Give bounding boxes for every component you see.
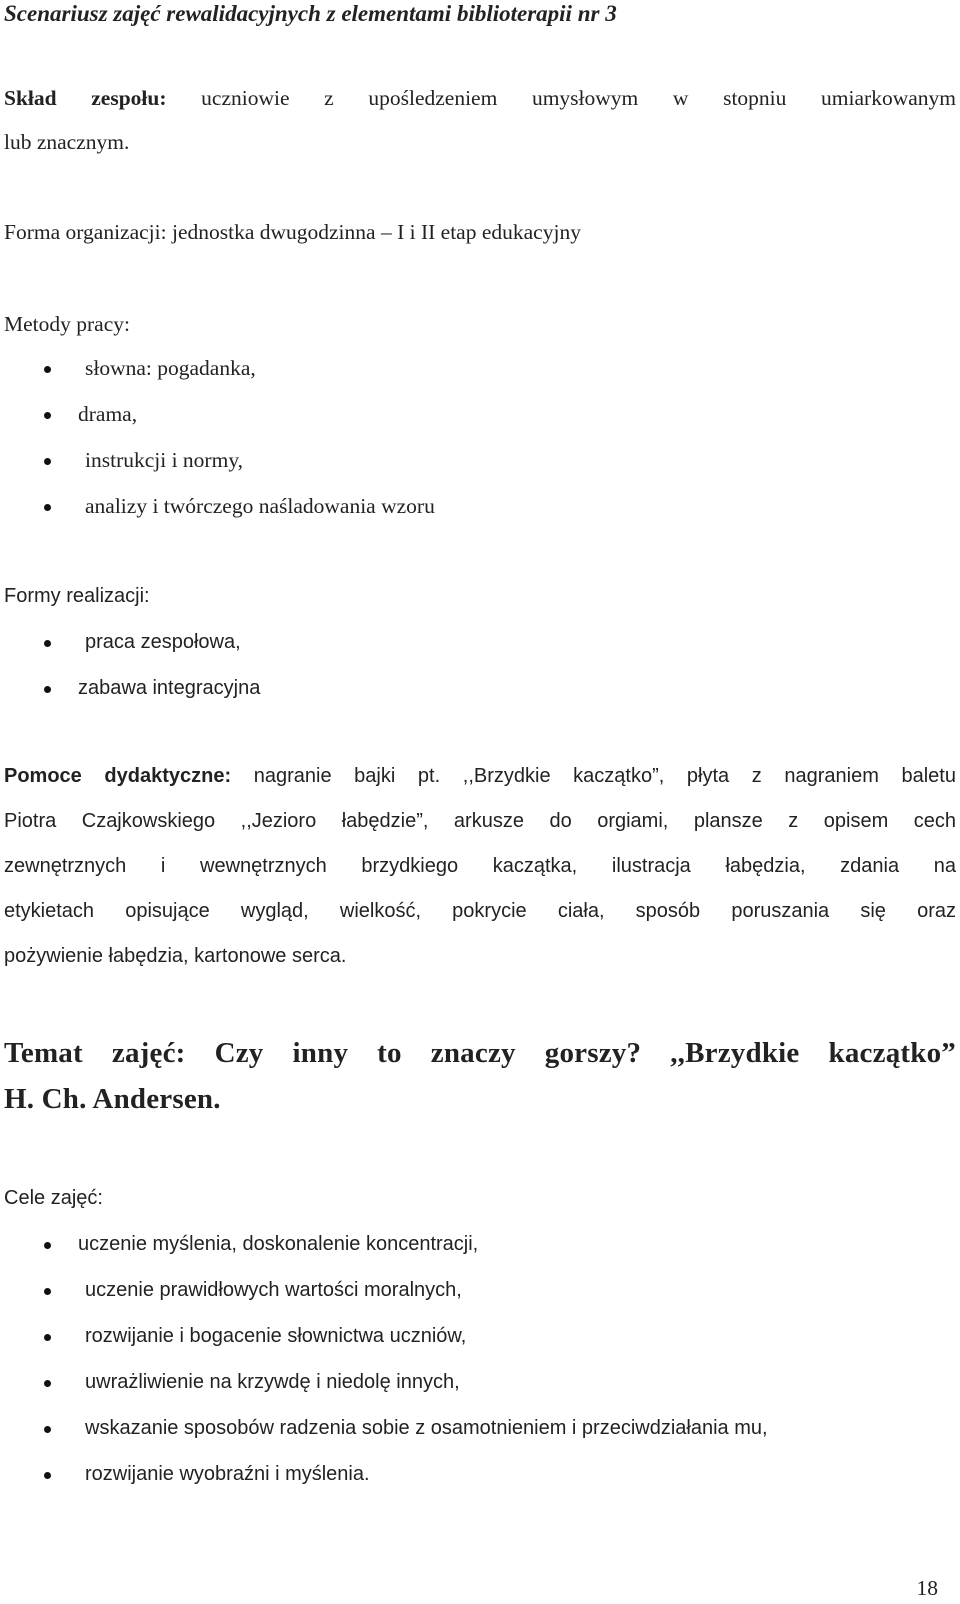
formy-heading: Formy realizacji:	[4, 585, 150, 607]
bullet-icon	[44, 640, 51, 647]
metody-item: drama,	[78, 402, 138, 426]
pomoce-text-line: Piotra Czajkowskiego ,,Jezioro łabędzie”, arkusze do orgiami, plansze z opisem cech	[4, 810, 956, 832]
pomoce-text-line: etykietach opisujące wygląd, wielkość, pokrycie ciała, sposób poruszania się oraz	[4, 900, 956, 922]
bullet-icon	[44, 1380, 51, 1387]
cele-item: uwrażliwienie na krzywdę i niedolę innych,	[85, 1371, 460, 1393]
cele-item: wskazanie sposobów radzenia sobie z osamotnieniem i przeciwdziałania mu,	[85, 1417, 768, 1439]
sklad-label: Skład zespołu:	[4, 86, 167, 110]
bullet-icon	[44, 412, 51, 419]
formy-item: praca zespołowa,	[85, 631, 241, 653]
cele-item: uczenie prawidłowych wartości moralnych,	[85, 1279, 462, 1301]
metody-item: słowna: pogadanka,	[85, 356, 256, 380]
bullet-icon	[44, 1426, 51, 1433]
pomoce-text: nagranie bajki pt. ,,Brzydkie kaczątko”, płyta z nagraniem baletu	[253, 765, 956, 787]
pomoce-label: Pomoce dydaktyczne:	[4, 765, 232, 787]
bullet-icon	[44, 366, 51, 373]
formy-item: zabawa integracyjna	[78, 677, 261, 699]
forma-organizacji: Forma organizacji: jednostka dwugodzinna – I i II etap edukacyjny	[4, 220, 581, 244]
cele-item: uczenie myślenia, doskonalenie koncentracji,	[78, 1233, 479, 1255]
bullet-icon	[44, 1334, 51, 1341]
metody-heading: Metody pracy:	[4, 312, 130, 336]
document-title: Scenariusz zajęć rewalidacyjnych z elementami biblioterapii nr 3	[4, 1, 617, 26]
pomoce-text-line: zewnętrznych i wewnętrznych brzydkiego kaczątka, ilustracja łabędzia, zdania na	[4, 855, 956, 877]
sklad-text-continued: lub znacznym.	[4, 130, 130, 154]
bullet-icon	[44, 504, 51, 511]
bullet-icon	[44, 686, 51, 693]
metody-item: analizy i twórczego naśladowania wzoru	[85, 494, 435, 518]
cele-item: rozwijanie i bogacenie słownictwa uczniów,	[85, 1325, 467, 1347]
pomoce-line	[4, 764, 956, 788]
pomoce-text-line: pożywienie łabędzia, kartonowe serca.	[4, 945, 347, 967]
temat-heading-line-2: H. Ch. Andersen.	[4, 1083, 221, 1115]
page-number: 18	[916, 1576, 938, 1600]
bullet-icon	[44, 1242, 51, 1249]
bullet-icon	[44, 1472, 51, 1479]
bullet-icon	[44, 1288, 51, 1295]
sklad-text: uczniowie z upośledzeniem umysłowym w stopniu umiarkowanym	[201, 86, 956, 110]
cele-heading: Cele zajęć:	[4, 1187, 103, 1209]
cele-item: rozwijanie wyobraźni i myślenia.	[85, 1463, 370, 1485]
metody-item: instrukcji i normy,	[85, 448, 244, 472]
sklad-zespolu-line	[4, 86, 956, 112]
temat-heading-line: Temat zajęć: Czy inny to znaczy gorszy? ,,Brzydkie kaczątko”	[4, 1037, 956, 1069]
bullet-icon	[44, 458, 51, 465]
